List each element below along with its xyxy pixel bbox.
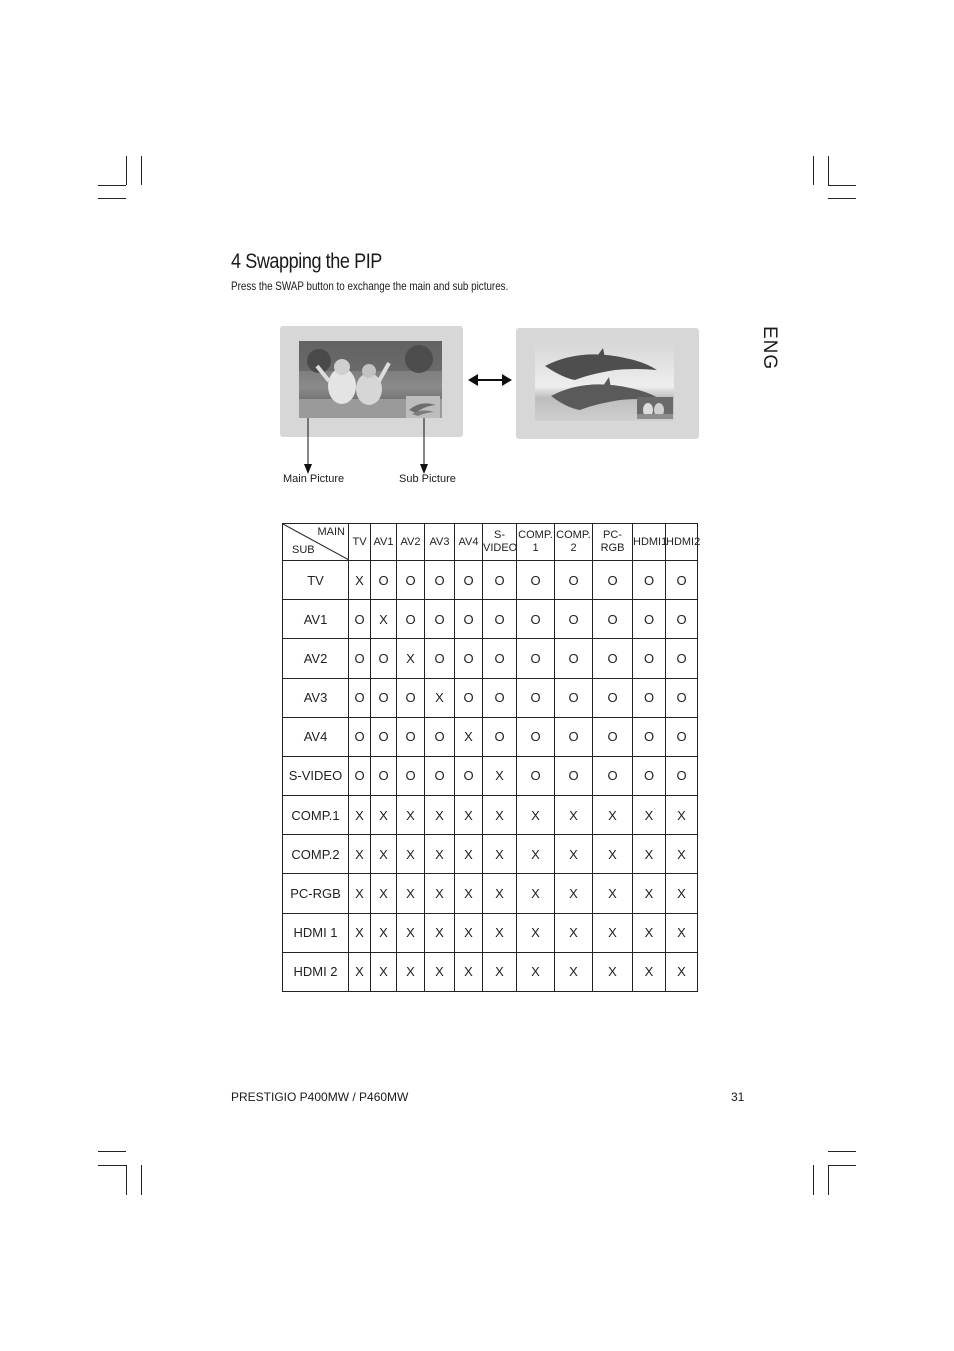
table-cell: X [517, 796, 555, 835]
table-cell: X [425, 835, 455, 874]
column-header-line: AV2 [400, 535, 421, 548]
table-row [283, 756, 698, 795]
row-header: AV2 [283, 639, 349, 678]
table-cell: X [633, 796, 666, 835]
table-cell: O [349, 678, 371, 717]
table-cell: X [349, 913, 371, 952]
sub-picture-image [406, 396, 440, 418]
table-cell: X [397, 874, 425, 913]
table-cell: O [666, 600, 698, 639]
swapped-sub-image [637, 397, 673, 419]
table-cell: X [666, 874, 698, 913]
table-cell: O [517, 678, 555, 717]
table-row [283, 717, 698, 756]
table-cell: O [397, 717, 425, 756]
table-cell: X [425, 796, 455, 835]
table-cell: X [555, 913, 593, 952]
row-header: AV3 [283, 678, 349, 717]
table-cell: O [397, 561, 425, 600]
column-header-line: 1 [532, 542, 539, 554]
table-cell: X [633, 952, 666, 991]
table-cell: X [633, 874, 666, 913]
row-header: TV [283, 561, 349, 600]
column-header-line: TV [352, 535, 367, 548]
table-cell: O [483, 678, 517, 717]
column-header [555, 524, 593, 561]
table-cell: X [666, 952, 698, 991]
table-cell: X [555, 835, 593, 874]
column-header-line: COMP. [556, 529, 591, 541]
table-cell: O [517, 600, 555, 639]
table-cell: X [483, 796, 517, 835]
table-cell: O [555, 561, 593, 600]
table-cell: O [633, 678, 666, 717]
table-cell: O [397, 756, 425, 795]
column-header [666, 524, 701, 561]
table-cell: X [633, 913, 666, 952]
table-cell: O [425, 639, 455, 678]
table-cell: X [633, 835, 666, 874]
table-cell: X [517, 835, 555, 874]
label-pointers [290, 418, 490, 478]
table-cell: X [483, 952, 517, 991]
table-cell: O [397, 600, 425, 639]
table-cell: X [349, 796, 371, 835]
table-cell: X [593, 952, 633, 991]
table-cell: X [666, 913, 698, 952]
table-cell: X [455, 835, 483, 874]
table-cell: O [593, 600, 633, 639]
table-cell: O [517, 756, 555, 795]
table-cell: X [555, 874, 593, 913]
table-cell: O [425, 561, 455, 600]
table-row [283, 952, 698, 991]
table-cell: O [517, 717, 555, 756]
row-header: COMP.2 [283, 835, 349, 874]
table-cell: X [666, 796, 698, 835]
table-cell: X [371, 952, 397, 991]
table-cell: X [397, 952, 425, 991]
corner-sub-label: SUB [292, 544, 315, 556]
table-cell: O [593, 639, 633, 678]
table-cell: O [455, 678, 483, 717]
row-header: S-VIDEO [283, 756, 349, 795]
column-header-line: COMP. [518, 529, 553, 541]
table-cell: O [425, 600, 455, 639]
table-cell: X [483, 874, 517, 913]
table-cell: O [349, 639, 371, 678]
table-cell: X [455, 796, 483, 835]
table-cell: O [397, 678, 425, 717]
table-cell: O [483, 639, 517, 678]
language-tab: ENG [759, 326, 780, 371]
table-row [283, 796, 698, 835]
table-row [283, 678, 698, 717]
column-header-line: AV4 [458, 535, 479, 548]
table-cell: O [455, 639, 483, 678]
table-cell: O [371, 639, 397, 678]
row-header: AV4 [283, 717, 349, 756]
table-cell: O [555, 717, 593, 756]
table-cell: X [397, 639, 425, 678]
section-description: Press the SWAP button to exchange the main and sub pictures. [231, 279, 509, 293]
pip-after-panel [516, 328, 699, 439]
column-header [483, 524, 517, 561]
table-cell: X [371, 874, 397, 913]
table-cell: O [666, 678, 698, 717]
table-cell: O [633, 756, 666, 795]
table-cell: O [425, 756, 455, 795]
table-row [283, 874, 698, 913]
table-cell: X [425, 678, 455, 717]
table-cell: O [593, 756, 633, 795]
table-cell: X [455, 913, 483, 952]
column-header-line: HDMI1 [633, 535, 668, 548]
table-cell: X [371, 835, 397, 874]
table-cell: X [666, 835, 698, 874]
row-header: PC-RGB [283, 874, 349, 913]
table-cell: O [593, 717, 633, 756]
table-cell: X [517, 874, 555, 913]
table-cell: X [397, 796, 425, 835]
table-cell: X [593, 796, 633, 835]
table-cell: O [371, 756, 397, 795]
column-header [425, 524, 455, 561]
table-cell: O [371, 561, 397, 600]
table-cell: O [371, 717, 397, 756]
table-cell: O [455, 600, 483, 639]
column-header-line: PC- [603, 529, 622, 541]
table-cell: O [371, 678, 397, 717]
table-cell: X [397, 835, 425, 874]
table-cell: X [517, 913, 555, 952]
table-cell: X [483, 913, 517, 952]
table-cell: O [555, 756, 593, 795]
table-cell: X [349, 874, 371, 913]
sub-picture-label: Sub Picture [399, 473, 456, 485]
column-header [593, 524, 633, 561]
table-cell: O [483, 717, 517, 756]
table-cell: O [349, 756, 371, 795]
column-header-line: RGB [600, 542, 625, 554]
table-cell: X [593, 913, 633, 952]
table-cell: X [425, 874, 455, 913]
table-cell: X [555, 952, 593, 991]
column-header-line: 2 [570, 542, 577, 554]
table-cell: O [455, 561, 483, 600]
table-row [283, 639, 698, 678]
table-cell: X [349, 952, 371, 991]
table-cell: O [483, 561, 517, 600]
table-cell: X [425, 913, 455, 952]
table-cell: O [666, 756, 698, 795]
row-header: COMP.1 [283, 796, 349, 835]
table-cell: X [371, 913, 397, 952]
page-number: 31 [731, 1090, 745, 1104]
section-title: 4 Swapping the PIP [231, 250, 382, 273]
column-header [371, 524, 397, 561]
table-cell: X [371, 600, 397, 639]
table-cell: X [349, 835, 371, 874]
table-cell: O [517, 639, 555, 678]
main-picture-label: Main Picture [283, 473, 345, 485]
table-cell: X [517, 952, 555, 991]
table-cell: O [593, 678, 633, 717]
table-cell: X [397, 913, 425, 952]
table-cell: O [555, 639, 593, 678]
table-cell: O [666, 717, 698, 756]
table-cell: X [555, 796, 593, 835]
table-cell: O [349, 600, 371, 639]
column-header [633, 524, 666, 561]
table-corner-cell [283, 524, 349, 561]
table-row [283, 913, 698, 952]
table-cell: O [555, 600, 593, 639]
column-header-line: HDMI2 [666, 535, 701, 548]
table-cell: O [425, 717, 455, 756]
table-cell: X [593, 874, 633, 913]
row-header: AV1 [283, 600, 349, 639]
column-header [397, 524, 425, 561]
table-cell: X [349, 561, 371, 600]
table-cell: X [425, 952, 455, 991]
table-body [283, 561, 698, 992]
swap-arrow-icon [468, 373, 512, 387]
table-cell: O [633, 600, 666, 639]
table-cell: X [483, 756, 517, 795]
column-header-line: AV1 [373, 535, 394, 548]
table-cell: O [455, 756, 483, 795]
column-header-line: VIDEO [483, 542, 518, 554]
corner-main-label: MAIN [317, 526, 345, 538]
column-header [517, 524, 555, 561]
row-header: HDMI 1 [283, 913, 349, 952]
column-header [455, 524, 483, 561]
table-cell: O [633, 639, 666, 678]
table-cell: X [371, 796, 397, 835]
table-header-row [283, 524, 698, 561]
table-cell: O [555, 678, 593, 717]
table-row [283, 561, 698, 600]
column-header-line: AV3 [429, 535, 450, 548]
table-cell: X [483, 835, 517, 874]
table-cell: O [633, 717, 666, 756]
table-cell: O [593, 561, 633, 600]
table-cell: X [593, 835, 633, 874]
footer-model: PRESTIGIO P400MW / P460MW [231, 1090, 409, 1104]
row-header: HDMI 2 [283, 952, 349, 991]
table-cell: X [455, 717, 483, 756]
table-cell: O [517, 561, 555, 600]
pip-compatibility-table [282, 523, 701, 992]
table-cell: X [455, 952, 483, 991]
table-cell: O [666, 639, 698, 678]
table-cell: O [483, 600, 517, 639]
column-header-line: S- [494, 529, 505, 541]
table-cell: O [349, 717, 371, 756]
table-cell: X [455, 874, 483, 913]
table-cell: O [633, 561, 666, 600]
table-cell: O [666, 561, 698, 600]
table-row [283, 600, 698, 639]
table-row [283, 835, 698, 874]
column-header [349, 524, 371, 561]
